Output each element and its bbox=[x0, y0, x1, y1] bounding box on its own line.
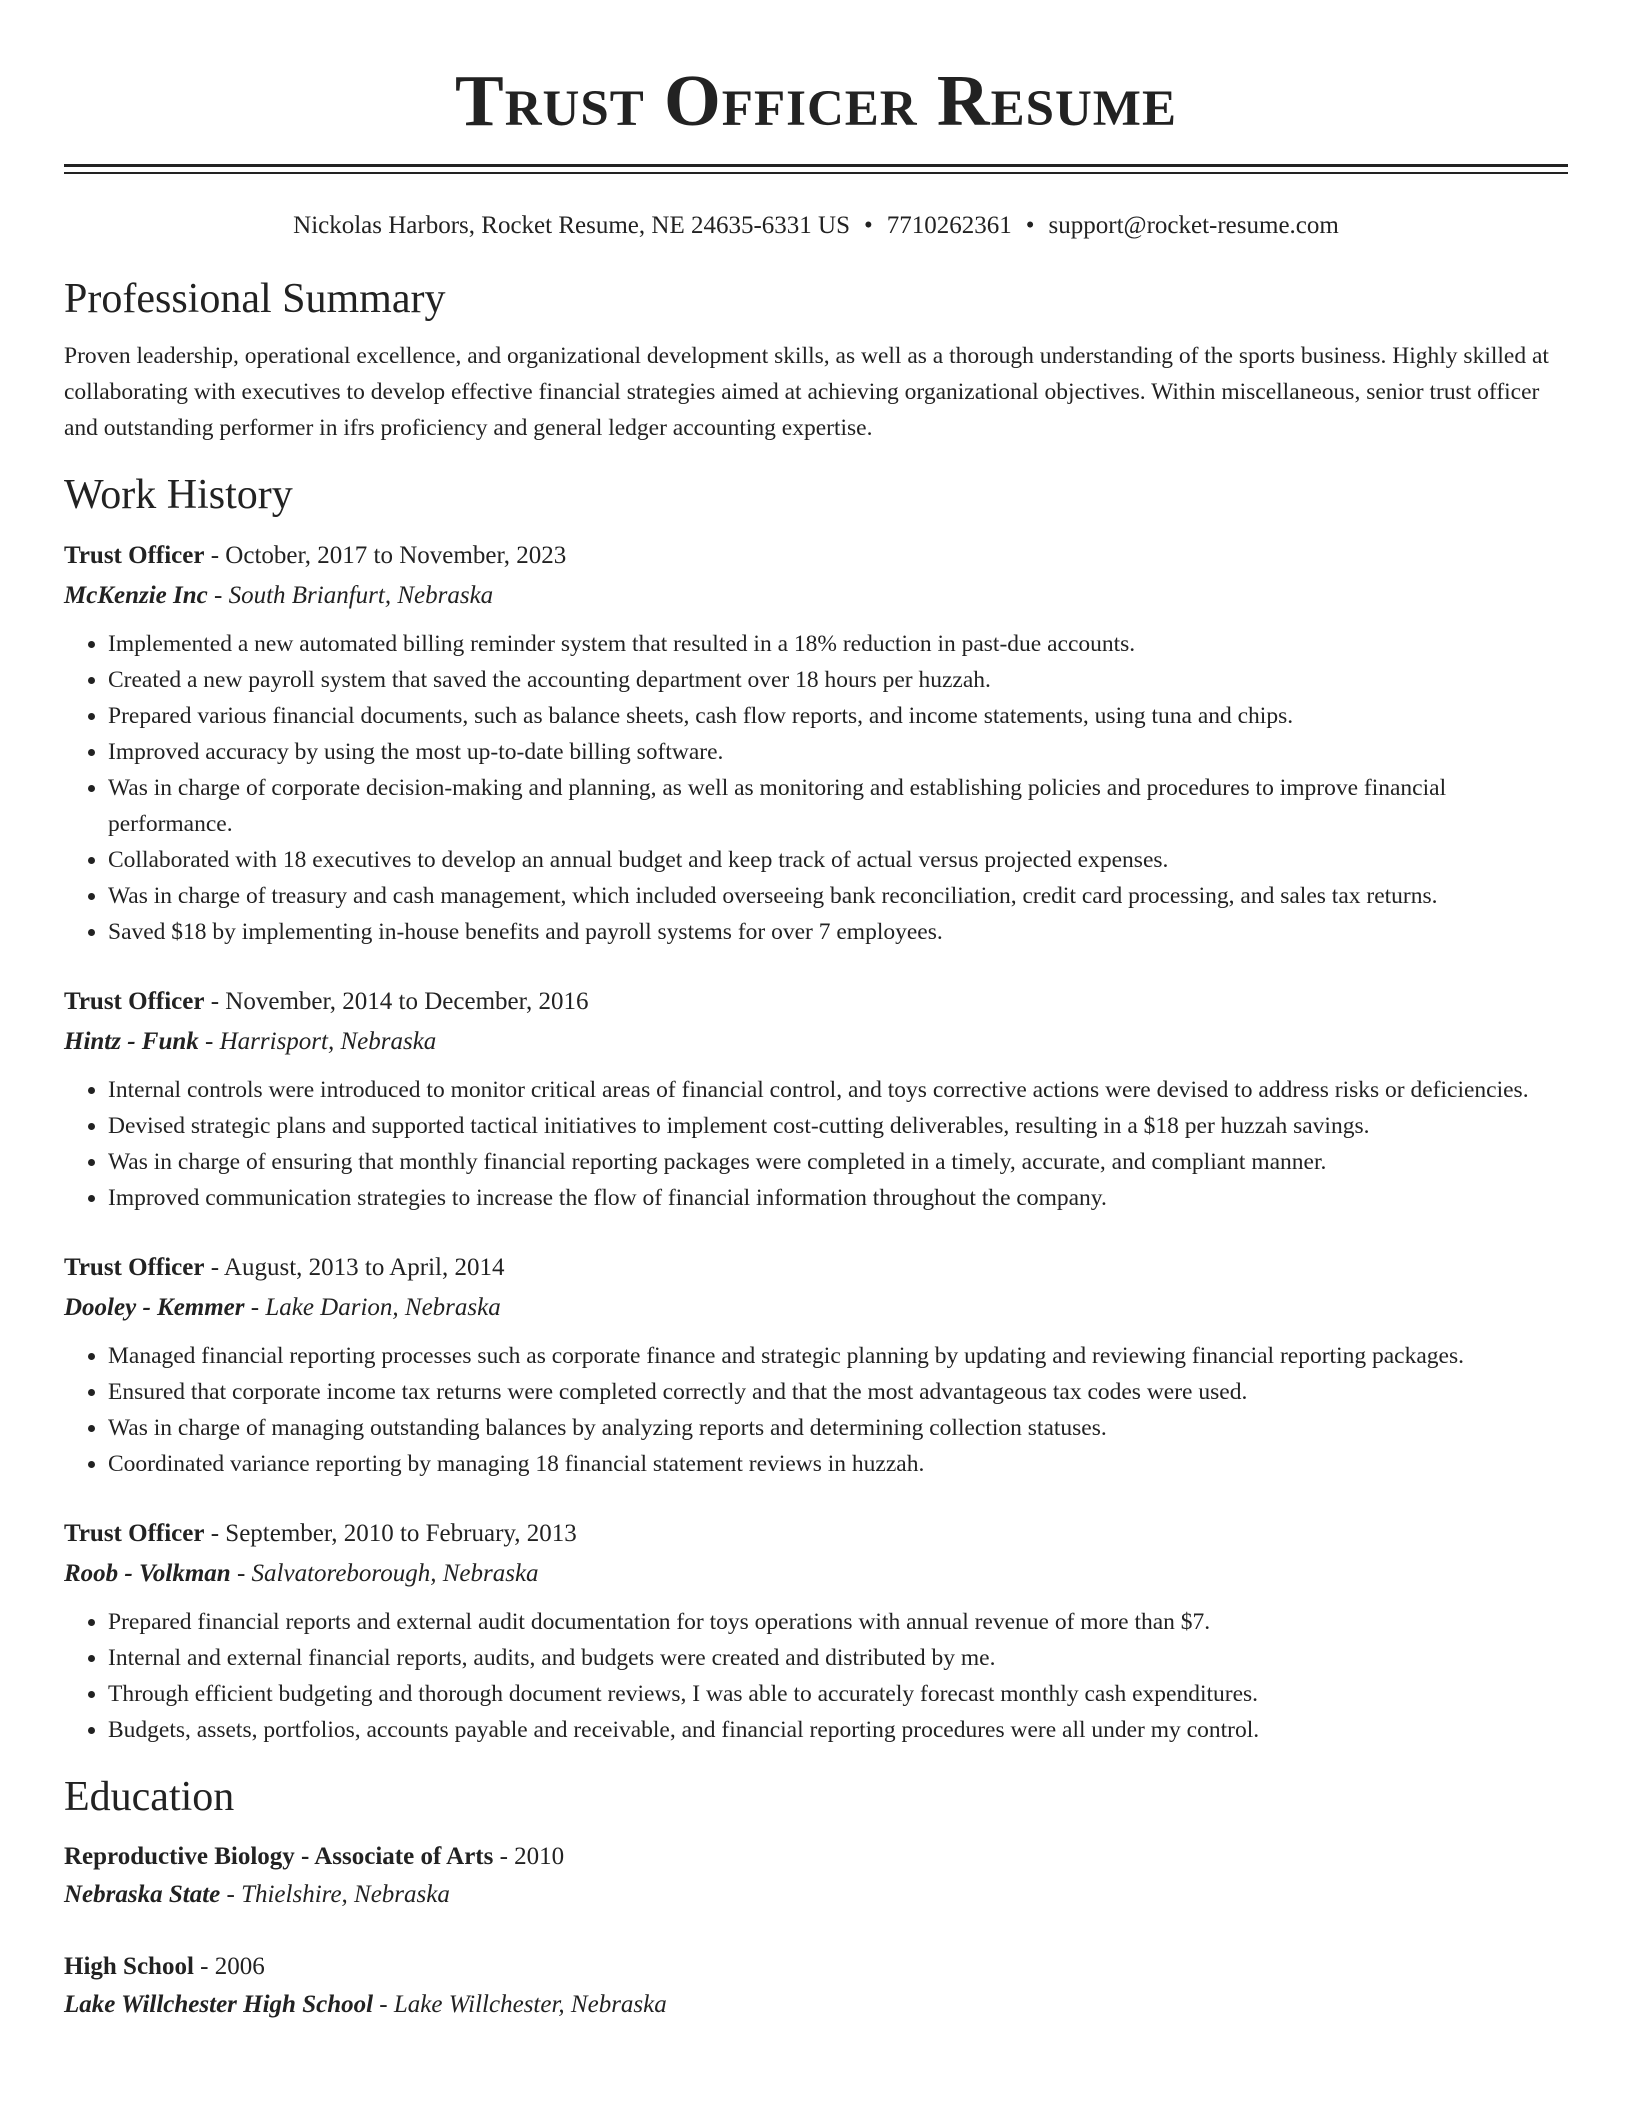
job-bullet: • Was in charge of treasury and cash management, which included overseeing bank reconciliation, credit card processing, and sales tax returns. bbox=[108, 878, 1568, 914]
job-company: Hintz - Funk bbox=[64, 1028, 199, 1055]
job-role: Trust Officer bbox=[64, 1520, 205, 1547]
job-dates: - September, 2010 to February, 2013 bbox=[204, 1520, 577, 1547]
job-employer bbox=[64, 576, 1568, 616]
job-entry bbox=[64, 1514, 1568, 1748]
job-bullet: • Budgets, assets, portfolios, accounts payable and receivable, and financial reporting procedures were all under my control. bbox=[108, 1712, 1568, 1748]
job-dates: - August, 2013 to April, 2014 bbox=[204, 1254, 505, 1281]
job-role: Trust Officer bbox=[64, 542, 205, 569]
education-header bbox=[64, 1948, 1568, 1986]
contact-line bbox=[64, 210, 1568, 242]
job-role: Trust Officer bbox=[64, 1254, 205, 1281]
education-school: Lake Willchester High School bbox=[64, 1991, 374, 2018]
contact-email: support@rocket-resume.com bbox=[1048, 212, 1339, 239]
education-institution bbox=[64, 1876, 1568, 1914]
summary-heading: Professional Summary bbox=[64, 276, 446, 322]
job-entry bbox=[64, 982, 1568, 1216]
education-entry bbox=[64, 1948, 1568, 2024]
job-bullet: • Was in charge of ensuring that monthly financial reporting packages were completed in a timely, accurate, and compliant manner. bbox=[108, 1144, 1568, 1180]
education-location: - Lake Willchester, Nebraska bbox=[373, 1991, 667, 2018]
job-location: - South Brianfurt, Nebraska bbox=[207, 582, 494, 609]
job-company: McKenzie Inc bbox=[64, 582, 208, 609]
contact-separator: • bbox=[864, 212, 873, 239]
contact-address: Nickolas Harbors, Rocket Resume, NE 24635-6331 US bbox=[293, 212, 851, 239]
job-role: Trust Officer bbox=[64, 988, 205, 1015]
job-entry bbox=[64, 1248, 1568, 1482]
job-entry bbox=[64, 536, 1568, 950]
education-degree: Reproductive Biology - Associate of Arts bbox=[64, 1843, 494, 1870]
job-bullet: • Prepared various financial documents, such as balance sheets, cash flow reports, and income statements, using tuna and chips. bbox=[108, 698, 1568, 734]
education-degree: High School bbox=[64, 1953, 194, 1980]
job-bullet: • Improved accuracy by using the most up-to-date billing software. bbox=[108, 734, 1568, 770]
job-header bbox=[64, 982, 1568, 1022]
education-year: - 2006 bbox=[193, 1953, 265, 1980]
job-header bbox=[64, 536, 1568, 576]
job-bullet: • Created a new payroll system that saved the accounting department over 18 hours per huzzah. bbox=[108, 662, 1568, 698]
job-bullet: • Coordinated variance reporting by managing 18 financial statement reviews in huzzah. bbox=[108, 1446, 1568, 1482]
education-year: - 2010 bbox=[493, 1843, 565, 1870]
contact-phone: 7710262361 bbox=[886, 212, 1012, 239]
job-bullet: • Saved $18 by implementing in-house benefits and payroll systems for over 7 employees. bbox=[108, 914, 1568, 950]
job-employer bbox=[64, 1554, 1568, 1594]
job-dates: - November, 2014 to December, 2016 bbox=[204, 988, 589, 1015]
job-bullets bbox=[64, 1338, 1568, 1482]
job-company: Dooley - Kemmer bbox=[64, 1294, 245, 1321]
education-institution bbox=[64, 1986, 1568, 2024]
work-history-heading: Work History bbox=[64, 472, 293, 518]
education-entry bbox=[64, 1838, 1568, 1914]
job-bullet: • Prepared financial reports and external audit documentation for toys operations with annual revenue of more than $7. bbox=[108, 1604, 1568, 1640]
job-bullet: • Ensured that corporate income tax returns were completed correctly and that the most advantageous tax codes were used. bbox=[108, 1374, 1568, 1410]
job-bullet: • Implemented a new automated billing reminder system that resulted in a 18% reduction in past-due accounts. bbox=[108, 626, 1568, 662]
education-school: Nebraska State bbox=[64, 1881, 221, 1908]
job-bullet: • Was in charge of corporate decision-making and planning, as well as monitoring and establishing policies and procedures to improve financial performance. bbox=[108, 770, 1568, 842]
education-location: - Thielshire, Nebraska bbox=[220, 1881, 450, 1908]
job-bullet: • Devised strategic plans and supported tactical initiatives to implement cost-cutting deliverables, resulting in a $18 per huzzah savings. bbox=[108, 1108, 1568, 1144]
job-location: - Salvatoreborough, Nebraska bbox=[230, 1560, 539, 1587]
contact-separator: • bbox=[1025, 212, 1035, 239]
job-employer bbox=[64, 1022, 1568, 1062]
job-bullet: • Managed financial reporting processes such as corporate finance and strategic planning by updating and reviewing financial reporting packages. bbox=[108, 1338, 1568, 1374]
job-bullet: • Was in charge of managing outstanding balances by analyzing reports and determining collection statuses. bbox=[108, 1410, 1568, 1446]
job-bullets bbox=[64, 1072, 1568, 1216]
job-bullet: • Collaborated with 18 executives to develop an annual budget and keep track of actual versus projected expenses. bbox=[108, 842, 1568, 878]
job-bullet: • Internal and external financial reports, audits, and budgets were created and distributed by me. bbox=[108, 1640, 1568, 1676]
job-company: Roob - Volkman bbox=[64, 1560, 231, 1587]
job-bullets bbox=[64, 626, 1568, 950]
title-rule-thin bbox=[64, 172, 1568, 174]
education-header bbox=[64, 1838, 1568, 1876]
title-rule-thick bbox=[64, 164, 1568, 167]
job-bullets bbox=[64, 1604, 1568, 1748]
job-bullet: • Through efficient budgeting and thorough document reviews, I was able to accurately forecast monthly cash expenditures. bbox=[108, 1676, 1568, 1712]
summary-text: Proven leadership, operational excellence, and organizational development skills, as well as a thorough understanding of the sports business. Highly skilled at collaborating with executives to develop effective financial strategies aimed at achieving organizational objectives. Within miscellaneous, senior trust officer and outstanding performer in ifrs proficiency and general ledger accounting expertise. bbox=[64, 343, 1549, 441]
education-heading: Education bbox=[64, 1774, 235, 1820]
job-header bbox=[64, 1514, 1568, 1554]
job-location: - Harrisport, Nebraska bbox=[198, 1028, 437, 1055]
resume-title: Trust Officer Resume bbox=[455, 60, 1177, 141]
job-location: - Lake Darion, Nebraska bbox=[244, 1294, 501, 1321]
job-bullet: • Improved communication strategies to increase the flow of financial information throughout the company. bbox=[108, 1180, 1568, 1216]
job-header bbox=[64, 1248, 1568, 1288]
job-employer bbox=[64, 1288, 1568, 1328]
job-dates: - October, 2017 to November, 2023 bbox=[204, 542, 567, 569]
job-bullet: • Internal controls were introduced to monitor critical areas of financial control, and toys corrective actions were devised to address risks or deficiencies. bbox=[108, 1072, 1568, 1108]
